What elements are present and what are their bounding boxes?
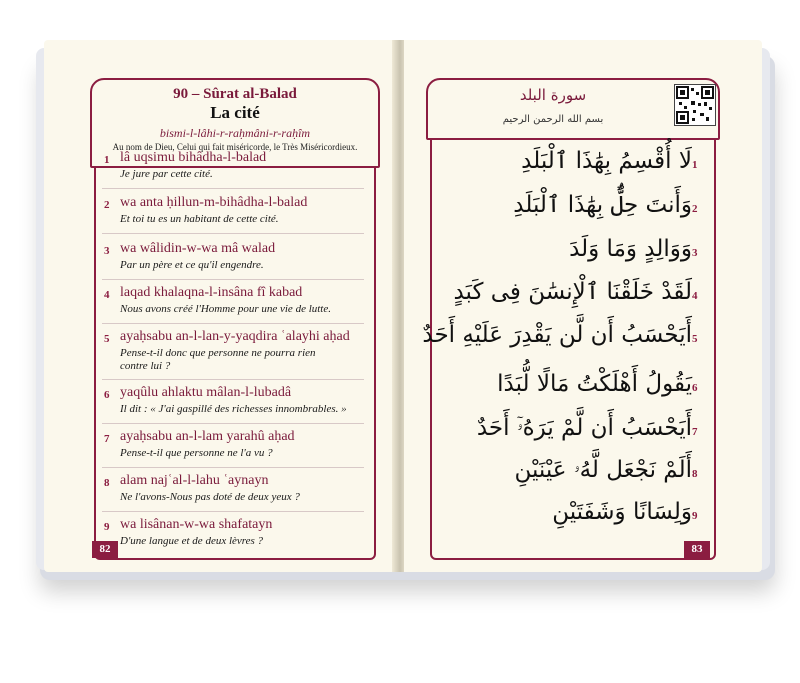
verse-translation: Nous avons créé l'Homme pour une vie de lutte. <box>120 303 331 315</box>
verse-number: 2 <box>104 199 110 211</box>
verse-translit: lâ uqsimu bihâdha-l-balad <box>120 150 267 165</box>
verse-number: 5 <box>104 333 110 345</box>
verse-number: 1 <box>104 154 110 166</box>
verse-arabic: لَا أُقْسِمُ بِهَٰذَا ٱلْبَلَدِ <box>521 148 692 174</box>
right-header-box <box>426 78 720 140</box>
verse-translation: Pense-t-il donc que personne ne pourra rien <box>120 347 316 359</box>
verse-separator <box>102 279 364 280</box>
surah-title-ar: سورة البلد <box>519 86 587 104</box>
verse-arabic: أَيَحْسَبُ أَن لَّن يَقْدِرَ عَلَيْهِ أَحَدٌ <box>422 322 692 348</box>
verse-number: 7 <box>692 426 698 438</box>
verse-number: 4 <box>104 289 110 301</box>
verse-translit: ayaḥsabu an-l-lan-y-yaqdira ʿalayhi aḥad <box>120 329 350 344</box>
page-number-right: 83 <box>684 541 710 558</box>
verse-translation: Je jure par cette cité. <box>120 168 213 180</box>
verse-number: 9 <box>104 521 110 533</box>
verse-translation: Par un père et ce qu'il engendre. <box>120 259 264 271</box>
verse-translation-cont: contre lui ? <box>120 360 171 372</box>
surah-title-fr: La cité <box>210 103 260 122</box>
verse-separator <box>102 323 364 324</box>
basmala-translit: bismi-l-lâhi-r-raḥmâni-r-raḥîm <box>159 126 311 140</box>
right-page <box>404 40 762 572</box>
verse-arabic: أَلَمْ نَجْعَل لَّهُۥ عَيْنَيْنِ <box>514 457 692 483</box>
verse-translation: Et toi tu es un habitant de cette cité. <box>120 213 279 225</box>
verse-translation: Pense-t-il que personne ne l'a vu ? <box>120 447 273 459</box>
verse-number: 1 <box>692 159 698 171</box>
verse-arabic: أَيَحْسَبُ أَن لَّمْ يَرَهُۥٓ أَحَدٌ <box>476 415 692 441</box>
verse-translit: ayaḥsabu an-l-lam yarahû aḥad <box>120 429 295 444</box>
verse-separator <box>102 233 364 234</box>
verse-translit: yaqûlu ahlaktu mâlan-l-lubadâ <box>120 385 292 400</box>
verse-number: 7 <box>104 433 110 445</box>
verse-arabic: وَوَالِدٍ وَمَا وَلَدَ <box>569 236 692 262</box>
verse-translit: wa lisânan-w-wa shafatayn <box>120 517 273 532</box>
verse-separator <box>102 423 364 424</box>
basmala-ar: بسم الله الرحمن الرحيم <box>502 114 604 125</box>
verse-arabic: وَأَنتَ حِلٌّۢ بِهَٰذَا ٱلْبَلَدِ <box>513 192 692 218</box>
verse-separator <box>102 467 364 468</box>
verse-translit: wa anta ḥillun-m-bihâdha-l-balad <box>120 195 308 210</box>
verse-arabic: يَقُولُ أَهْلَكْتُ مَالًا لُّبَدًا <box>497 371 692 397</box>
verse-number: 2 <box>692 203 698 215</box>
verse-translation: Il dit : « J'ai gaspillé des richesses innombrables. » <box>120 403 347 415</box>
verse-translit: alam najʿal-l-lahu ʿaynayn <box>120 473 269 488</box>
verse-number: 8 <box>692 468 698 480</box>
verse-separator <box>102 511 364 512</box>
verse-separator <box>102 379 364 380</box>
verse-number: 3 <box>104 245 110 257</box>
verse-number: 5 <box>692 333 698 345</box>
verse-arabic: لَقَدْ خَلَقْنَا ٱلْإِنسَٰنَ فِى كَبَدٍ <box>453 279 692 305</box>
left-page <box>44 40 396 572</box>
verse-number: 4 <box>692 290 698 302</box>
basmala-translation: Au nom de Dieu, Celui qui fait miséricorde, le Très Miséricordieux. <box>112 142 358 152</box>
verse-separator <box>102 188 364 189</box>
qr-code-icon <box>674 84 716 126</box>
verse-number: 9 <box>692 510 698 522</box>
verse-number: 6 <box>692 382 698 394</box>
verse-number: 6 <box>104 389 110 401</box>
verse-number: 3 <box>692 247 698 259</box>
page-number-left: 82 <box>92 541 118 558</box>
verse-translation: Ne l'avons-Nous pas doté de deux yeux ? <box>120 491 300 503</box>
verse-arabic: وَلِسَانًا وَشَفَتَيْنِ <box>552 499 692 525</box>
verse-translit: wa wâlidin-w-wa mâ walad <box>120 241 276 256</box>
surah-heading: 90 – Sûrat al-Balad <box>173 86 297 102</box>
verse-translation: D'une langue et de deux lèvres ? <box>120 535 264 547</box>
verse-number: 8 <box>104 477 110 489</box>
verse-translit: laqad khalaqna-l-insâna fî kabad <box>120 285 303 300</box>
